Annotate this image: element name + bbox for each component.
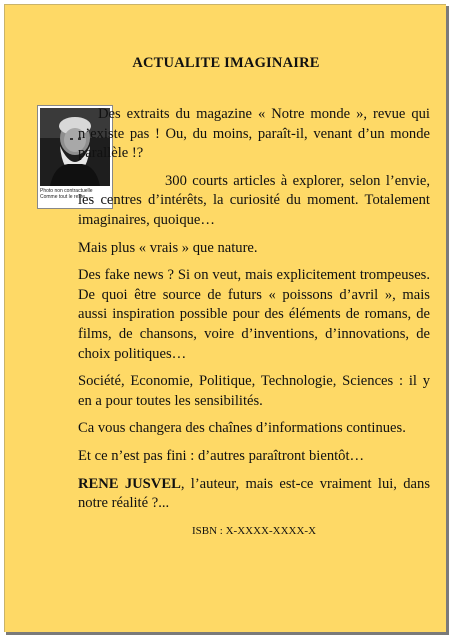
author-name: RENE JUSVEL xyxy=(78,475,181,492)
author-text: , l’auteur, mais est-ce vraiment lui, dans notre réalité ?... xyxy=(78,475,430,512)
paragraph: Et ce n’est pas fini : d’autres paraîtront bientôt… xyxy=(78,447,365,464)
page-shadow-bottom xyxy=(6,632,449,635)
paragraph: Des fake news ? Si on veut, mais explicitement trompeuses. De quoi être source de futurs « poissons d’avril », mais aussi inspiration possible pour des éléments de romans, de films, de chansons, voire d’inventions, d’innovations, de choix politiques… xyxy=(78,267,430,362)
cover-text xyxy=(78,105,430,541)
paragraph: Ca vous changera des chaînes d’informations continues. xyxy=(78,420,406,437)
page-title: ACTUALITE IMAGINAIRE xyxy=(132,55,320,71)
paragraph: Des extraits du magazine « Notre monde », revue qui n’existe pas ! Ou, du moins, paraît-il, venant d’un monde parallèle !? xyxy=(78,106,430,162)
page-shadow-right xyxy=(446,6,449,635)
paragraph: Société, Economie, Politique, Technologie, Sciences : il y en a pour toutes les sensibilités. xyxy=(78,373,430,409)
caption-line-1: Photo non contractuelle xyxy=(40,188,93,194)
caption-line-2: Comme tout le reste… xyxy=(40,194,91,200)
back-cover xyxy=(4,4,446,632)
paragraph: Mais plus « vrais » que nature. xyxy=(78,239,258,256)
paragraph: 300 courts articles à explorer, selon l’envie, les centres d’intérêts, la curiosité du moment. Totalement imaginaires, quoique… xyxy=(78,172,430,228)
isbn: ISBN : X-XXXX-XXXX-X xyxy=(191,524,317,537)
author-paragraph xyxy=(78,475,430,514)
